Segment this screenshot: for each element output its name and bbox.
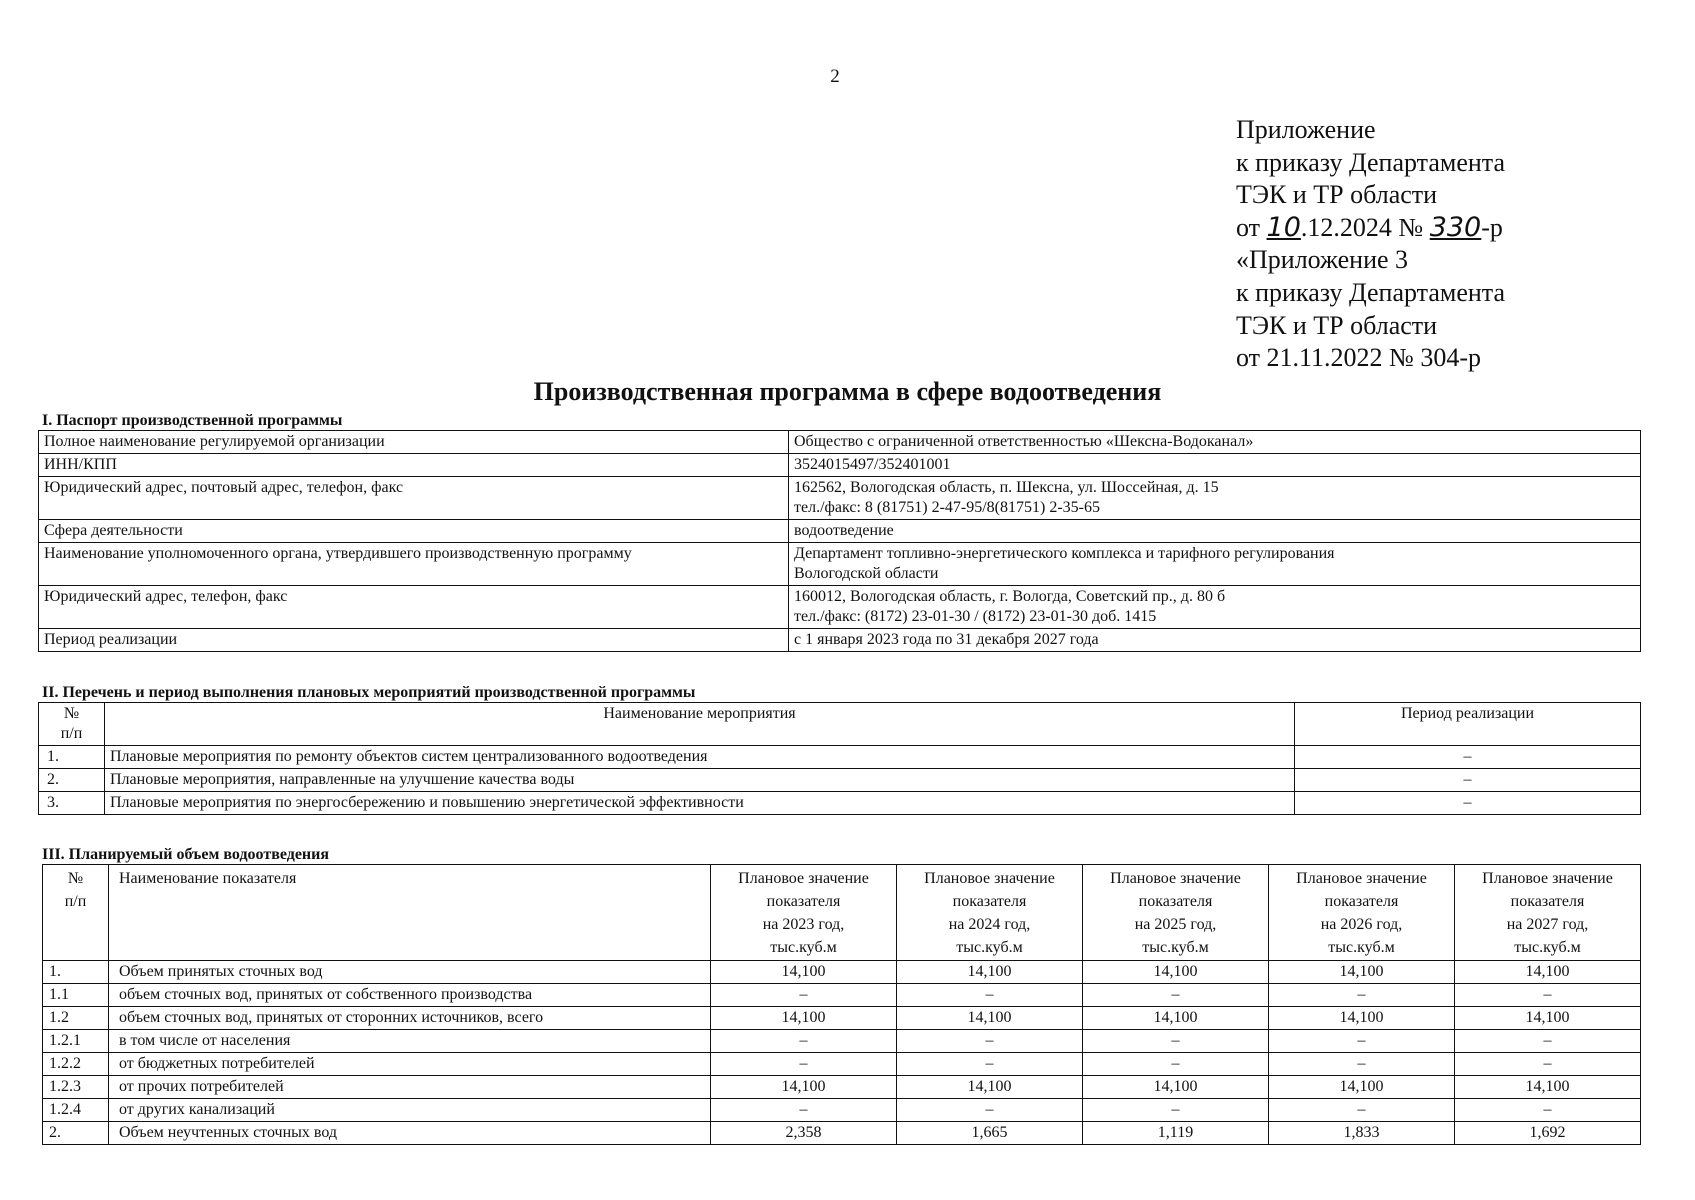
header-line: на 2024 год,	[948, 916, 1031, 933]
row-number: 1.2	[43, 1007, 109, 1030]
section-1-title: I. Паспорт производственной программы	[42, 412, 343, 429]
header-line: тыс.куб.м	[1514, 939, 1581, 956]
header-number-line: п/п	[64, 893, 87, 910]
passport-value-line: 162562, Вологодская область, п. Шексна, ул. Шоссейная, д. 15	[794, 479, 1219, 496]
header-line: показателя	[766, 893, 841, 910]
indicator-value: 2,358	[711, 1122, 897, 1145]
table-row	[43, 1122, 1641, 1145]
header-line: на 2023 год,	[762, 916, 845, 933]
indicator-value: 14,100	[1083, 961, 1269, 984]
events-table	[38, 702, 1641, 815]
indicator-value: –	[711, 984, 897, 1007]
indicator-value: 1,833	[1269, 1122, 1455, 1145]
indicator-value: 14,100	[1269, 1007, 1455, 1030]
indicator-value: –	[1269, 1053, 1455, 1076]
row-number: 1.1	[43, 984, 109, 1007]
column-header-period: Период реализации	[1295, 703, 1641, 746]
column-header-year-2025	[1083, 865, 1269, 961]
approval-line: Приложение	[1236, 115, 1376, 144]
approval-block	[1236, 114, 1505, 375]
table-row	[39, 792, 1641, 815]
indicator-value: 14,100	[1083, 1007, 1269, 1030]
header-line: тыс.куб.м	[1328, 939, 1395, 956]
passport-value: 3524015497/352401001	[789, 454, 1641, 477]
indicator-value: –	[1083, 1099, 1269, 1122]
indicator-value: 14,100	[897, 961, 1083, 984]
passport-value-line: тел./факс: 8 (81751) 2-47-95/8(81751) 2-35-65	[794, 499, 1100, 516]
header-line: на 2026 год,	[1320, 916, 1403, 933]
row-number: 1.	[43, 961, 109, 984]
header-number-line: п/п	[60, 725, 83, 742]
header-line: тыс.куб.м	[770, 939, 837, 956]
column-header-year-2026	[1269, 865, 1455, 961]
indicator-value: –	[897, 1053, 1083, 1076]
indicator-value: 14,100	[1269, 1076, 1455, 1099]
indicator-value: –	[1269, 1099, 1455, 1122]
header-line: показателя	[952, 893, 1027, 910]
indicator-name: объем сточных вод, принятых от сторонних источников, всего	[109, 1007, 711, 1030]
indicator-value: –	[897, 984, 1083, 1007]
event-name: Плановые мероприятия, направленные на улучшение качества воды	[105, 769, 1295, 792]
indicator-name: Объем неучтенных сточных вод	[109, 1122, 711, 1145]
passport-value-line: Департамент топливно-энергетического комплекса и тарифного регулирования	[794, 545, 1335, 562]
order-suffix: -р	[1481, 212, 1503, 242]
header-line: показателя	[1510, 893, 1585, 910]
table-header-row	[43, 865, 1641, 961]
indicator-value: 14,100	[1455, 961, 1641, 984]
approval-line: «Приложение 3	[1236, 245, 1409, 275]
indicator-name: объем сточных вод, принятых от собственного производства	[109, 984, 711, 1007]
table-row	[39, 586, 1641, 629]
table-row	[39, 431, 1641, 454]
passport-value: водоотведение	[789, 520, 1641, 543]
indicator-value: –	[1083, 1053, 1269, 1076]
table-row	[43, 1076, 1641, 1099]
passport-value: Общество с ограниченной ответственностью «Шексна-Водоканал»	[789, 431, 1641, 454]
column-header-year-2023	[711, 865, 897, 961]
header-line: Плановое значение	[924, 870, 1055, 887]
indicator-value: –	[1083, 984, 1269, 1007]
header-line: тыс.куб.м	[956, 939, 1023, 956]
passport-label: Юридический адрес, телефон, факс	[39, 586, 789, 629]
indicator-value: 14,100	[711, 961, 897, 984]
passport-label: Юридический адрес, почтовый адрес, телефон, факс	[39, 477, 789, 520]
header-number-line: №	[63, 705, 80, 722]
table-row	[43, 984, 1641, 1007]
header-line: показателя	[1138, 893, 1213, 910]
passport-label: ИНН/КПП	[39, 454, 789, 477]
indicator-value: –	[897, 1030, 1083, 1053]
event-name: Плановые мероприятия по энергосбережению и повышению энергетической эффективности	[105, 792, 1295, 815]
passport-value	[789, 586, 1641, 629]
table-row	[43, 1007, 1641, 1030]
passport-label: Сфера деятельности	[39, 520, 789, 543]
row-number: 3.	[39, 792, 105, 815]
date-prefix: от	[1236, 212, 1267, 242]
event-name: Плановые мероприятия по ремонту объектов систем централизованного водоотведения	[105, 746, 1295, 769]
approval-line: к приказу Департамента	[1236, 277, 1506, 307]
passport-value	[789, 477, 1641, 520]
indicator-value: 14,100	[897, 1007, 1083, 1030]
indicator-name: от других канализаций	[109, 1099, 711, 1122]
approval-date-line	[1236, 212, 1505, 245]
indicator-value: 14,100	[1455, 1076, 1641, 1099]
row-number: 2.	[39, 769, 105, 792]
page-number: 2	[830, 66, 840, 87]
indicator-value: 14,100	[1455, 1007, 1641, 1030]
indicator-name: Объем принятых сточных вод	[109, 961, 711, 984]
event-period: –	[1295, 769, 1641, 792]
table-row	[43, 1053, 1641, 1076]
column-header-number	[43, 865, 109, 961]
table-row	[39, 454, 1641, 477]
row-number: 1.2.2	[43, 1053, 109, 1076]
column-header-year-2027	[1455, 865, 1641, 961]
passport-value	[789, 543, 1641, 586]
table-row	[39, 543, 1641, 586]
header-line: Плановое значение	[1110, 870, 1241, 887]
volume-table-body	[43, 961, 1641, 1145]
table-row	[39, 629, 1641, 652]
passport-label: Период реализации	[39, 629, 789, 652]
column-header-indicator: Наименование показателя	[109, 865, 711, 961]
row-number: 1.2.1	[43, 1030, 109, 1053]
indicator-name: от прочих потребителей	[109, 1076, 711, 1099]
row-number: 1.2.4	[43, 1099, 109, 1122]
table-row	[39, 769, 1641, 792]
event-period: –	[1295, 746, 1641, 769]
header-line: показателя	[1324, 893, 1399, 910]
row-number: 1.	[39, 746, 105, 769]
date-rest: .12.2024 №	[1300, 212, 1430, 242]
passport-value-line: 160012, Вологодская область, г. Вологда, Советский пр., д. 80 б	[794, 588, 1226, 605]
header-line: Плановое значение	[738, 870, 869, 887]
indicator-value: –	[1455, 1030, 1641, 1053]
header-line: на 2027 год,	[1506, 916, 1589, 933]
table-row	[39, 746, 1641, 769]
table-header-row	[39, 703, 1641, 746]
approval-line: от 21.11.2022 № 304-р	[1236, 343, 1482, 373]
table-row	[43, 961, 1641, 984]
handwritten-order-number: 330	[1429, 211, 1482, 243]
row-number: 1.2.3	[43, 1076, 109, 1099]
volume-table	[42, 864, 1641, 1145]
column-header-name: Наименование мероприятия	[105, 703, 1295, 746]
indicator-name: от бюджетных потребителей	[109, 1053, 711, 1076]
indicator-value: –	[1455, 1053, 1641, 1076]
approval-line: ТЭК и ТР области	[1236, 310, 1438, 340]
header-line: Плановое значение	[1296, 870, 1427, 887]
indicator-value: 14,100	[1269, 961, 1455, 984]
column-header-number	[39, 703, 105, 746]
indicator-value: –	[897, 1099, 1083, 1122]
approval-line: ТЭК и ТР области	[1236, 180, 1438, 210]
indicator-value: –	[1269, 984, 1455, 1007]
indicator-value: 14,100	[1083, 1076, 1269, 1099]
row-number: 2.	[43, 1122, 109, 1145]
indicator-value: 14,100	[711, 1076, 897, 1099]
table-row	[39, 477, 1641, 520]
indicator-value: –	[1083, 1030, 1269, 1053]
document-title: Производственная программа в сфере водоотведения	[533, 377, 1162, 406]
indicator-value: –	[711, 1053, 897, 1076]
passport-table	[38, 430, 1641, 652]
indicator-value: 14,100	[711, 1007, 897, 1030]
header-number-line: №	[67, 870, 84, 887]
table-row	[43, 1030, 1641, 1053]
passport-value-line: тел./факс: (8172) 23-01-30 / (8172) 23-01-30 доб. 1415	[794, 608, 1157, 625]
event-period: –	[1295, 792, 1641, 815]
indicator-value: –	[1455, 984, 1641, 1007]
indicator-value: –	[711, 1099, 897, 1122]
indicator-value: 1,692	[1455, 1122, 1641, 1145]
header-line: тыс.куб.м	[1142, 939, 1209, 956]
approval-line: к приказу Департамента	[1236, 147, 1506, 177]
indicator-value: 1,665	[897, 1122, 1083, 1145]
passport-label: Наименование уполномоченного органа, утвердившего производственную программу	[39, 543, 789, 586]
header-line: на 2025 год,	[1134, 916, 1217, 933]
header-line: Плановое значение	[1482, 870, 1613, 887]
indicator-value: –	[711, 1030, 897, 1053]
passport-value: с 1 января 2023 года по 31 декабря 2027 года	[789, 629, 1641, 652]
indicator-value: –	[1455, 1099, 1641, 1122]
indicator-value: –	[1269, 1030, 1455, 1053]
indicator-value: 14,100	[897, 1076, 1083, 1099]
table-row	[39, 520, 1641, 543]
passport-value-line: Вологодской области	[794, 565, 939, 582]
indicator-value: 1,119	[1083, 1122, 1269, 1145]
table-row	[43, 1099, 1641, 1122]
passport-label: Полное наименование регулируемой организации	[39, 431, 789, 454]
indicator-name: в том числе от населения	[109, 1030, 711, 1053]
column-header-year-2024	[897, 865, 1083, 961]
handwritten-day: 10	[1266, 211, 1301, 243]
section-3-title: III. Планируемый объем водоотведения	[42, 846, 330, 863]
section-2-title: II. Перечень и период выполнения плановых мероприятий производственной программы	[42, 684, 696, 701]
